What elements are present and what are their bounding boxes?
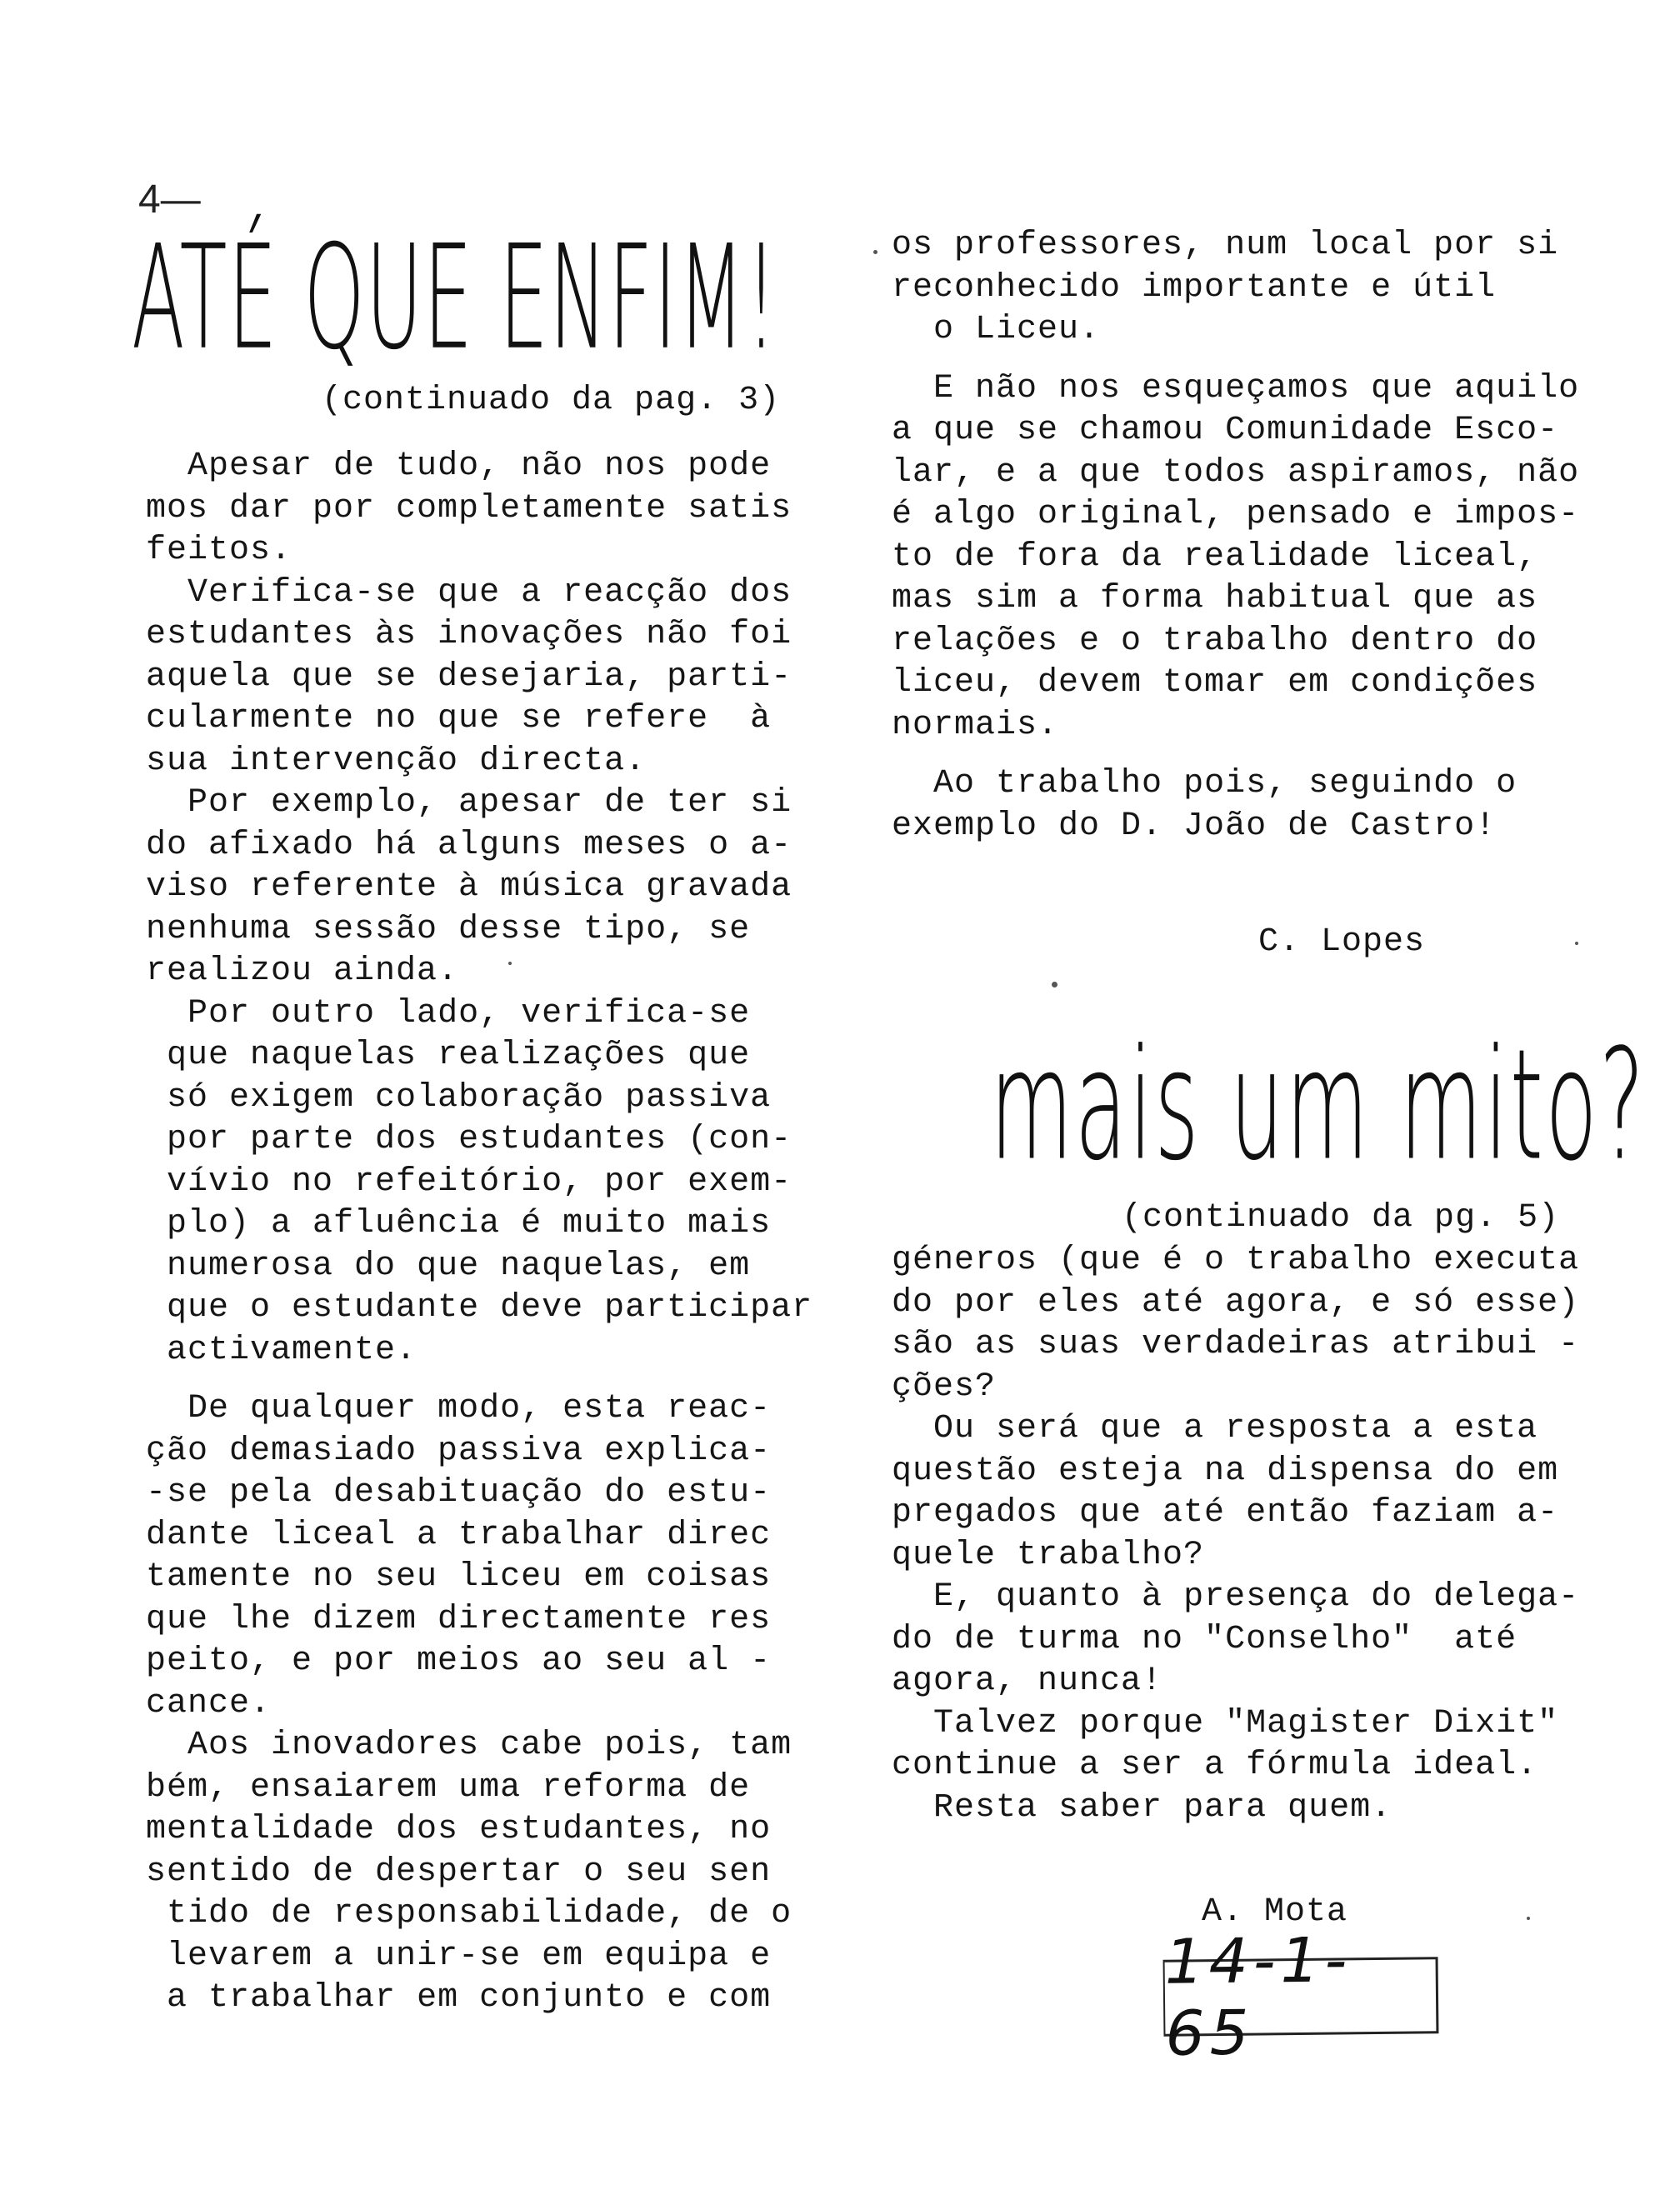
text-line: Resta saber para quem. — [892, 1788, 1392, 1827]
text-line: questão esteja na dispensa do em — [892, 1452, 1559, 1490]
paragraph-gap — [146, 1372, 838, 1388]
text-line: realizou ainda. — [146, 952, 459, 990]
continued-note-2: (continuado da pg. 5) — [1122, 1199, 1560, 1237]
text-line: exemplo do D. João de Castro! — [892, 807, 1497, 845]
text-line: mentalidade dos estudantes, no — [146, 1811, 772, 1848]
text-line: to de fora da realidade liceal, — [892, 538, 1538, 576]
article-headline-ate-que-enfim: ATÉ QUE ENFIM! — [132, 215, 778, 382]
page-number: 4— — [138, 178, 201, 222]
text-line: aquela que se desejaria, parti- — [146, 658, 792, 696]
text-line: reconhecido importante e útil — [892, 268, 1497, 307]
signature-c-lopes: C. Lopes — [1258, 923, 1426, 961]
text-line: é algo original, pensado e impos- — [892, 496, 1580, 533]
text-line: géneros (que é o trabalho executa — [892, 1242, 1580, 1279]
text-line: mos dar por completamente satis — [146, 489, 792, 528]
ink-speck — [1052, 982, 1058, 988]
text-line: De qualquer modo, esta reac- — [146, 1390, 772, 1428]
text-line: Ou será que a resposta a esta — [892, 1410, 1538, 1448]
text-line: do de turma no "Conselho" até — [892, 1620, 1518, 1658]
text-line: plo) a afluência é muito mais — [146, 1205, 772, 1242]
text-line: relações e o trabalho dentro do — [892, 622, 1538, 660]
text-line: que naquelas realizações que — [146, 1037, 751, 1074]
text-line: cularmente no que se refere à — [146, 700, 772, 738]
text-line: do por eles até agora, e só esse) — [892, 1283, 1580, 1322]
text-line: nenhuma sessão desse tipo, se — [146, 910, 751, 948]
text-line: os professores, num local por si — [892, 227, 1559, 264]
text-line: dante liceal a trabalhar direc — [146, 1516, 772, 1554]
date-stamp-text: 14-1-65 — [1164, 1924, 1352, 2070]
text-line: que o estudante deve participar — [146, 1289, 813, 1327]
text-line: activamente. — [146, 1331, 418, 1369]
text-line: Talvez porque "Magister Dixit" — [892, 1704, 1559, 1742]
text-line: ções? — [892, 1368, 997, 1406]
text-line: só exigem colaboração passiva — [146, 1078, 772, 1117]
text-line: quele trabalho? — [892, 1536, 1205, 1574]
paragraph — [892, 225, 1625, 352]
paragraph — [892, 763, 1625, 848]
paragraph — [146, 1388, 838, 1725]
text-line: tamente no seu liceu em coisas — [146, 1558, 772, 1596]
signature-a-mota: A. Mota — [1202, 1893, 1348, 1931]
text-line: que lhe dizem directamente res — [146, 1600, 772, 1638]
text-line: Por exemplo, apesar de ter si — [146, 784, 792, 822]
text-line: a trabalhar em conjunto e com — [146, 1979, 772, 2017]
text-line: peito, e por meios ao seu al - — [146, 1642, 772, 1680]
text-line: Ao trabalho pois, seguindo o — [892, 765, 1518, 802]
text-line: levarem a unir-se em equipa e — [146, 1937, 772, 1975]
paragraph — [146, 1725, 838, 2020]
text-line: normais. — [892, 706, 1059, 744]
article2-column — [892, 1240, 1625, 1829]
text-line: numerosa do que naquelas, em — [146, 1247, 751, 1285]
text-line: o Liceu. — [892, 311, 1101, 348]
text-line: Verifica-se que a reacção dos — [146, 573, 792, 612]
text-line: liceu, devem tomar em condições — [892, 664, 1538, 702]
paragraph — [892, 1408, 1625, 1577]
article-headline-mais-um-mito: mais um mito? — [990, 1017, 1647, 1195]
text-line: por parte dos estudantes (con- — [146, 1121, 792, 1158]
ink-speck — [1527, 1917, 1530, 1920]
paragraph-gap — [892, 352, 1625, 368]
ink-speck — [873, 250, 878, 254]
text-line: vívio no refeitório, por exem- — [146, 1162, 792, 1201]
paragraph — [146, 572, 838, 783]
text-line: cance. — [146, 1684, 272, 1722]
text-line: a que se chamou Comunidade Esco- — [892, 412, 1559, 449]
text-line: ção demasiado passiva explica- — [146, 1432, 772, 1470]
paragraph — [146, 782, 838, 993]
paragraph — [146, 446, 838, 572]
text-line: viso referente à música gravada — [146, 868, 792, 906]
text-line: continue a ser a fórmula ideal. — [892, 1747, 1538, 1784]
text-line: tido de responsabilidade, de o — [146, 1895, 792, 1932]
paragraph — [146, 993, 838, 1372]
paragraph — [892, 1703, 1625, 1830]
paragraph — [892, 1577, 1625, 1703]
text-line: Por outro lado, verifica-se — [146, 994, 751, 1032]
text-line: agora, nunca! — [892, 1662, 1163, 1700]
article1-left-column — [146, 446, 838, 2020]
ink-speck — [508, 962, 512, 965]
text-line: Aos inovadores cabe pois, tam — [146, 1727, 792, 1764]
continued-note-1: (continuado da pag. 3) — [322, 382, 781, 419]
text-line: E, quanto à presença do delega- — [892, 1578, 1580, 1616]
text-line: lar, e a que todos aspiramos, não — [892, 453, 1580, 492]
ink-speck — [1575, 942, 1578, 945]
text-line: sua intervenção directa. — [146, 742, 647, 780]
text-line: bém, ensaiarem uma reforma de — [146, 1768, 751, 1807]
date-stamp-box — [1163, 1924, 1439, 2070]
text-line: sentido de despertar o seu sen — [146, 1852, 772, 1891]
paragraph — [892, 368, 1625, 748]
article1-right-column — [892, 225, 1625, 848]
text-line: são as suas verdadeiras atribui - — [892, 1326, 1580, 1363]
text-line: pregados que até então faziam a- — [892, 1494, 1559, 1532]
text-line: mas sim a forma habitual que as — [892, 580, 1538, 618]
paragraph — [892, 1240, 1625, 1408]
text-line: estudantes às inovações não foi — [146, 616, 792, 653]
text-line: do afixado há alguns meses o a- — [146, 826, 792, 864]
text-line: Apesar de tudo, não nos pode — [146, 448, 772, 485]
text-line: -se pela desabituação do estu- — [146, 1474, 772, 1512]
text-line: feitos. — [146, 532, 292, 569]
paragraph-gap — [892, 747, 1625, 763]
text-line: E não nos esqueçamos que aquilo — [892, 369, 1580, 408]
